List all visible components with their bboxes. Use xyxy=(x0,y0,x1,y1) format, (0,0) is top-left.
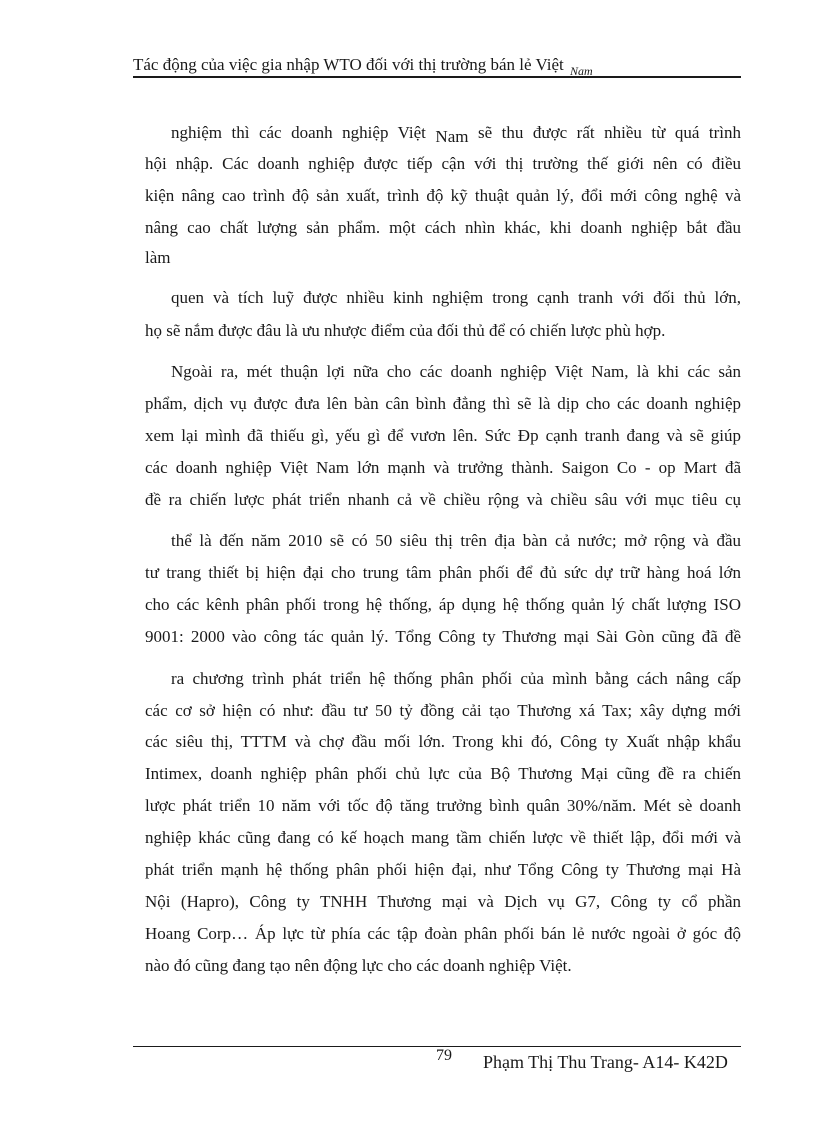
header-title-script: Nam xyxy=(570,64,593,78)
text-line: hội nhập. Các doanh nghiệp được tiếp cận với thị trường thế giới nên có điều xyxy=(145,154,741,173)
text-line: các doanh nghiệp Việt Nam lớn mạnh và trưởng thành. Saigon Co - op Mart đã xyxy=(145,458,741,477)
text-line: nghiệp khác cũng đang có kế hoạch mang tầm chiến lược về thiết lập, đổi mới và xyxy=(145,828,741,847)
text-line: Hoang Corp… Áp lực từ phía các tập đoàn phân phối bán lẻ nước ngoài ở góc độ xyxy=(145,924,741,943)
text-line: quen và tích luỹ được nhiều kinh nghiệm trong cạnh tranh với đối thủ lớn, xyxy=(171,288,741,307)
header-divider xyxy=(133,76,741,78)
text-line: đề ra chiến lược phát triển nhanh cả về chiều rộng và chiều sâu với mục tiêu cụ xyxy=(145,490,741,509)
footer-author: Phạm Thị Thu Trang- A14- K42D xyxy=(483,1052,728,1072)
text-line: Nội (Hapro), Công ty TNHH Thương mại và Dịch vụ G7, Công ty cổ phần xyxy=(145,892,741,911)
header-title: Tác động của việc gia nhập WTO đối với thị trường bán lẻ Việt xyxy=(133,55,564,74)
text-line: họ sẽ nắm được đâu là ưu nhược điểm của đối thủ để có chiến lược phù hợp. xyxy=(145,321,666,340)
page-number: 79 xyxy=(436,1047,452,1064)
text-line: các siêu thị, TTTM và chợ đầu mối lớn. Trong khi đó, Công ty Xuất nhập khẩu xyxy=(145,732,741,751)
text-line: cho các kênh phân phối trong hệ thống, áp dụng hệ thống quản lý chất lượng ISO xyxy=(145,595,741,614)
text-line: phẩm, dịch vụ được đưa lên bàn cân bình đẳng thì sẽ là dịp cho các doanh nghiệp xyxy=(145,394,741,413)
text-line: Ngoài ra, mét thuận lợi nữa cho các doanh nghiệp Việt Nam, là khi các sản xyxy=(171,362,741,381)
page-header xyxy=(133,54,741,76)
text-line: Intimex, doanh nghiệp phân phối chủ lực của Bộ Thương Mại cũng đề ra chiến xyxy=(145,764,741,783)
text-line: ra chương trình phát triển hệ thống phân phối của mình bằng cách nâng cấp xyxy=(171,669,741,688)
text-line: phát triển mạnh hệ thống phân phối hiện đại, như Tổng Công ty Thương mại Hà xyxy=(145,860,741,879)
text-line: thể là đến năm 2010 sẽ có 50 siêu thị trên địa bàn cả nước; mở rộng và đầu xyxy=(171,531,741,550)
text-line: nào đó cũng đang tạo nên động lực cho các doanh nghiệp Việt. xyxy=(145,956,572,975)
text-line: nghiệm thì các doanh nghiệp Việt Nam sẽ thu được rất nhiều từ quá trình xyxy=(171,123,741,146)
text-line: tư trang thiết bị hiện đại cho trung tâm phân phối để đủ sức dự trữ hàng hoá lớn xyxy=(145,563,741,582)
text-line: 9001: 2000 vào công tác quản lý. Tổng Công ty Thương mại Sài Gòn cũng đã đề xyxy=(145,627,741,646)
text-line: lược phát triển 10 năm với tốc độ tăng trưởng bình quân 30%/năm. Mét sè doanh xyxy=(145,796,741,815)
inline-nam: Nam xyxy=(435,127,469,146)
text-line: xem lại mình đã thiếu gì, yếu gì để vươn lên. Sức Ðp cạnh tranh đang và sẽ giúp xyxy=(145,426,741,445)
text-line: làm xyxy=(145,248,171,267)
text-line: các cơ sở hiện có như: đầu tư 50 tỷ đồng cải tạo Thương xá Tax; xây dựng mới xyxy=(145,701,741,720)
text-line: kiện nâng cao trình độ sản xuất, trình độ kỹ thuật quản lý, đổi mới công nghệ và xyxy=(145,186,741,205)
text-line: nâng cao chất lượng sản phẩm. một cách nhìn khác, khi doanh nghiệp bắt đầu xyxy=(145,218,741,237)
